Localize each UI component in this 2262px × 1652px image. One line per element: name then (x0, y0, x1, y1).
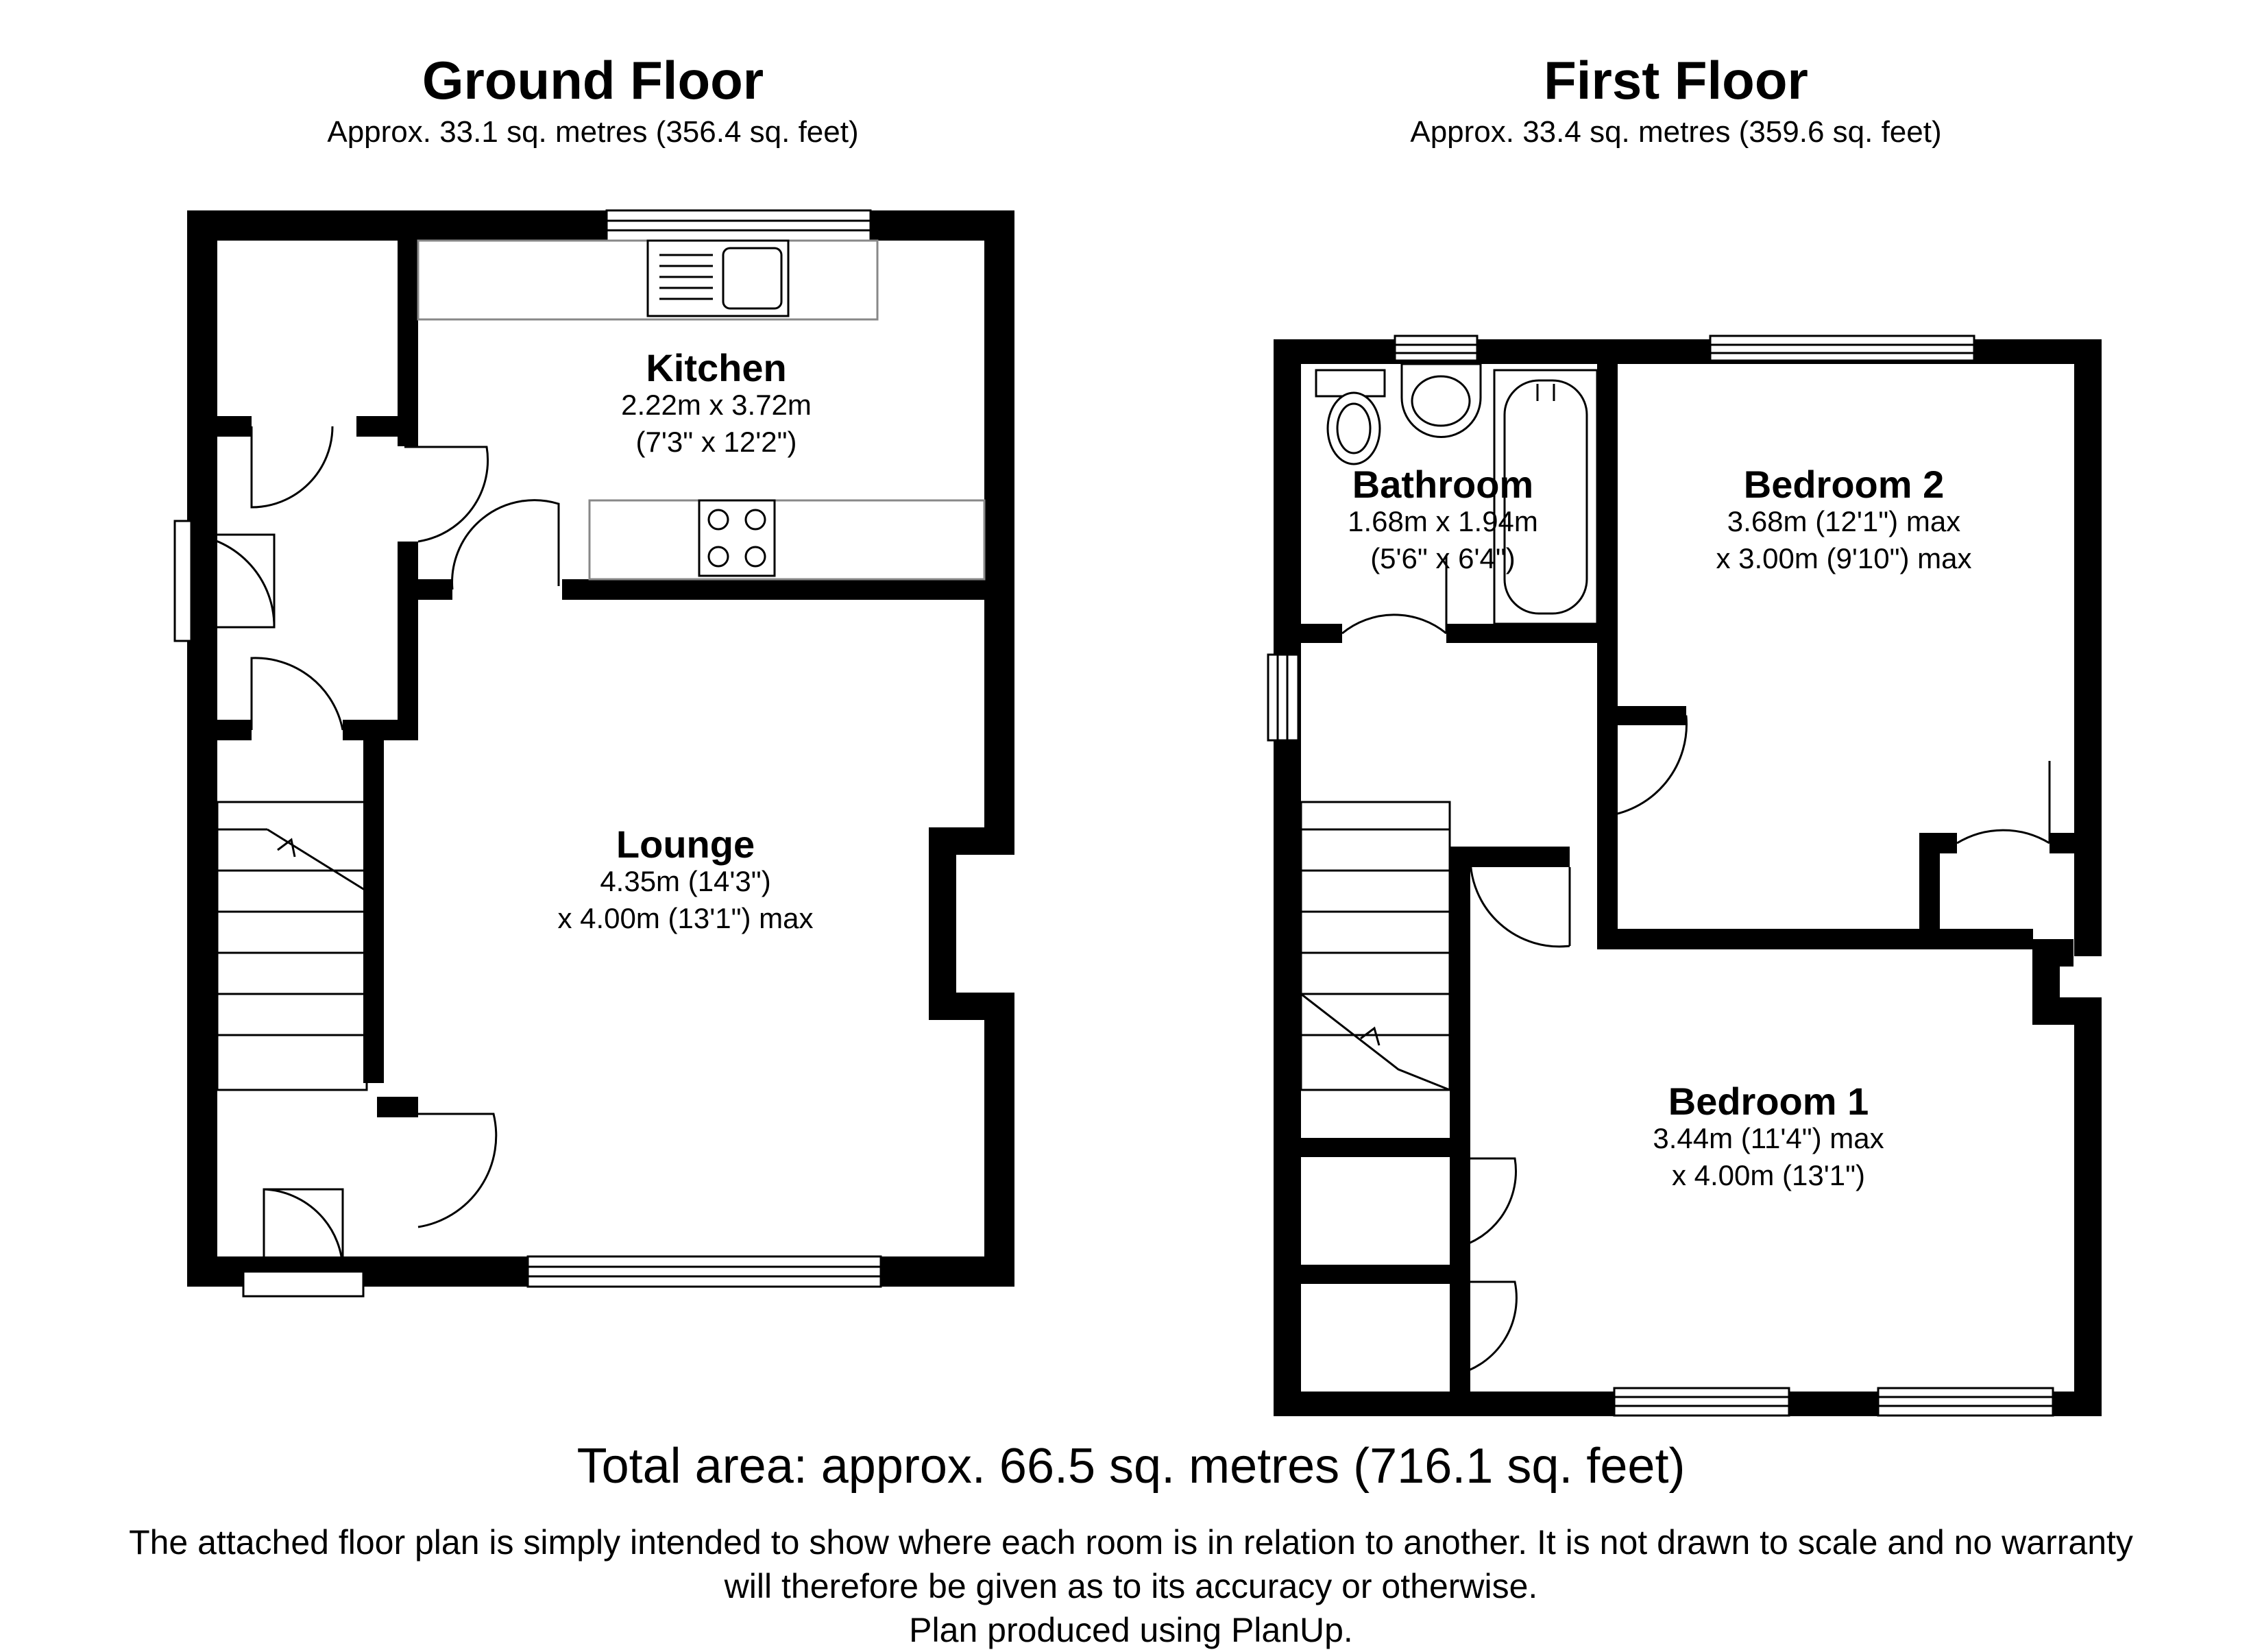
first-floor-title: First Floor (1544, 50, 1808, 110)
kitchen-name: Kitchen (646, 346, 787, 389)
room-label-bathroom (1289, 463, 1597, 577)
bedroom1-dim-2: x 4.00m (13'1") (1671, 1159, 1866, 1191)
ground-floor-area: Approx. 33.1 sq. metres (356.4 sq. feet) (327, 115, 859, 149)
first-floor-doors (1342, 555, 2050, 1374)
bedroom2-dim-2: x 3.00m (9'10") max (1716, 542, 1972, 574)
bedroom1-window-right (1878, 1388, 2053, 1416)
side-door-frame (175, 521, 191, 641)
ground-floor-stairs (217, 802, 367, 1090)
bedroom2-dim-1: 3.68m (12'1") max (1727, 505, 1961, 537)
disclaimer-line-1: The attached floor plan is simply intended to show where each room is in relation to another. It is not drawn to scale and no warranty (129, 1523, 2133, 1562)
lounge-window (528, 1256, 881, 1287)
ground-floor-title: Ground Floor (422, 50, 764, 110)
bedroom2-name: Bedroom 2 (1743, 463, 1945, 506)
kitchen-dim-metric: 2.22m x 3.72m (621, 389, 812, 421)
room-label-kitchen (548, 346, 884, 461)
bedroom2-window (1710, 336, 1974, 361)
disclaimer-line-3: Plan produced using PlanUp. (909, 1611, 1353, 1649)
first-floor-area: Approx. 33.4 sq. metres (359.6 sq. feet) (1410, 115, 1942, 149)
bathroom-window (1395, 336, 1477, 361)
bedroom1-window-left (1614, 1388, 1789, 1416)
hob (699, 500, 775, 576)
kitchen-dim-imperial: (7'3" x 12'2") (635, 426, 797, 458)
lounge-name: Lounge (616, 823, 755, 866)
room-label-lounge (480, 823, 891, 937)
landing-window (1268, 655, 1298, 740)
disclaimer-line-2: will therefore be given as to its accuracy or otherwise. (724, 1567, 1538, 1605)
lounge-dim-2: x 4.00m (13'1") max (557, 902, 814, 934)
bathroom-dim-imperial: (5'6" x 6'4") (1370, 542, 1516, 574)
room-label-bedroom2 (1638, 463, 2050, 577)
lounge-dim-1: 4.35m (14'3") (600, 865, 771, 897)
first-floor-stairs (1301, 802, 1450, 1090)
room-label-bedroom1 (1563, 1080, 1974, 1194)
bedroom1-name: Bedroom 1 (1668, 1080, 1869, 1123)
kitchen-window (607, 210, 871, 241)
bathroom-name: Bathroom (1352, 463, 1534, 506)
bedroom1-dim-1: 3.44m (11'4") max (1653, 1122, 1884, 1154)
bathroom-dim-metric: 1.68m x 1.94m (1348, 505, 1538, 537)
total-area: Total area: approx. 66.5 sq. metres (716.1 sq. feet) (576, 1439, 1686, 1494)
worktop-bottom (589, 500, 984, 579)
front-door-frame (243, 1272, 363, 1296)
